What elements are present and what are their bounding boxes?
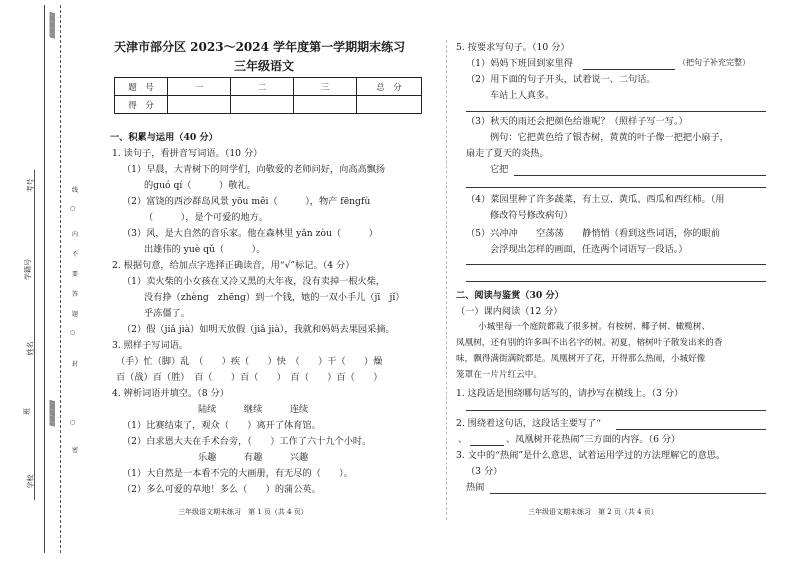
- question-stem: 2. 围绕着这句话，这段话主要写了“: [456, 418, 602, 429]
- question-text: （2）多么可爱的草地！多么（ ）的蒲公英。: [122, 484, 321, 495]
- subsection-heading: （一）课内阅读（12 分）: [456, 306, 563, 317]
- question-text: 乎冻僵了。: [144, 308, 190, 319]
- question-text: （2）假（jiǎ jià）如明天放假（jiǎ jià），我就和妈妈去果园采摘。: [122, 324, 395, 335]
- page-footer: 三年级语文期末练习 第 1 页（共 4 页）: [178, 508, 308, 516]
- score-cell: 三: [294, 78, 357, 96]
- question-text: 百（战）百（胜） 百（ ）百（ ） 百（ ）百（ ）: [116, 372, 383, 383]
- question-text: 、凤凰树开花热闹”三方面的内容。（6 分）: [506, 434, 681, 445]
- question-stem: 5. 按要求写句子。（10 分）: [456, 42, 570, 53]
- question-text: （1）妈妈下班回到家里得: [466, 58, 573, 69]
- question-text: 会浮现出怎样的画面，任选两个词语写一段话。）: [490, 244, 688, 255]
- question-text: 修改符号修改病句）: [490, 210, 573, 221]
- cut-label: 线: [72, 187, 79, 194]
- score-cell[interactable]: [357, 96, 422, 114]
- question-text: 车站上人真多。: [490, 90, 555, 101]
- score-cell: 得 分: [115, 96, 168, 114]
- score-table: [114, 77, 422, 114]
- question-stem: 4. 辨析词语并填空。（8 分）: [112, 388, 229, 399]
- question-text: （手）忙（脚）乱 （ ）疾（ ）快 （ ）干（ ）燥: [116, 356, 383, 367]
- student-id-label: 学籍号: [24, 259, 32, 280]
- question-stem: 1. 读句子，看拼音写词语。（10 分）: [112, 148, 263, 159]
- school-label: 学校: [26, 474, 35, 489]
- score-cell: 二: [231, 78, 294, 96]
- exam-number-label: 考号: [26, 178, 35, 193]
- exam-subtitle: 三年级语文: [234, 59, 295, 73]
- reading-passage-line: 味，飘得满街满院都是。凤凰树开了花，开得那么热闹，小城好像: [456, 354, 706, 364]
- question-text: （1）比赛结束了，观众（ ）离开了体育馆。: [122, 420, 321, 431]
- cut-label: 答: [72, 291, 79, 298]
- question-text: 出雄伟的 yuè qǔ（ ）。: [144, 244, 266, 255]
- question-text: （2）白求恩大夫在手术台旁，（ ）工作了六十九个小时。: [122, 436, 372, 447]
- name-label: 姓名: [26, 341, 35, 356]
- exam-title: 天津市部分区 2023～2024 学年度第一学期期末练习: [114, 40, 406, 54]
- question-text: （3）秋天的雨还会把颜色给谁呢？（照样子写一写。）: [466, 116, 688, 127]
- cut-label: 不: [72, 251, 79, 258]
- question-stem: 3. 文中的“热闹”是什么意思，试着运用学过的方法理解它的意思。: [456, 450, 726, 461]
- cut-label: 内: [72, 231, 79, 238]
- section-heading: 二、阅读与鉴赏（30 分）: [456, 290, 564, 301]
- section-heading: 一、积累与运用（40 分）: [110, 132, 218, 143]
- question-text: （3 分）: [466, 466, 503, 477]
- question-stem: 2. 根据句意，给加点字选择正确读音，用“√”标记。（4 分）: [112, 260, 355, 271]
- word-bank: 乐趣 有趣 兴趣: [198, 452, 309, 463]
- cut-label: 题: [72, 311, 79, 318]
- cut-label: 要: [72, 271, 79, 278]
- question-text: 扇走了夏天的炎热。: [466, 148, 549, 159]
- question-text: 例句：它把黄色给了银杏树，黄黄的叶子像一把把小扇子，: [490, 132, 729, 143]
- question-stem: 3. 照样子写词语。: [112, 340, 188, 351]
- question-note: （把句子补充完整）: [678, 58, 750, 67]
- reading-passage-line: 笼罩在一片片红云中。: [456, 370, 542, 380]
- question-text: 的guó qí（ ）敬礼。: [144, 180, 256, 191]
- score-cell[interactable]: [231, 96, 294, 114]
- score-cell: 题 号: [115, 78, 168, 96]
- question-text: （4）菜园里种了许多蔬菜，有土豆、黄瓜、西瓜和西红柿。（用: [466, 194, 725, 205]
- score-cell: 一: [168, 78, 231, 96]
- question-text: （1）大自然是一本看不完的大画册，有无尽的（ ）。: [122, 468, 353, 479]
- question-text: （5）兴冲冲 空荡荡 静悄悄（看到这些词语，你的眼前: [466, 228, 720, 239]
- reading-passage-line: 凤凰树，还有别的许多叫不出名字的树。初夏，榕树叶子散发出来的香: [456, 338, 723, 348]
- binding-slashes-lower: /////////////////////////: [48, 400, 55, 426]
- question-text: （3）风，是大自然的音乐家。他在森林里 yǎn zòu（ ）: [122, 228, 378, 239]
- question-stem: 1. 这段话是围绕哪句话写的，请抄写在横线上。（3 分）: [456, 388, 684, 399]
- question-text: 它把: [490, 164, 509, 175]
- class-label: 班: [23, 408, 31, 415]
- score-cell[interactable]: [294, 96, 357, 114]
- question-text: （2）富饶的西沙群岛风景 yōu měi（ ），物产 fēngfù: [122, 196, 371, 207]
- binding-slashes: /////////////////////////: [48, 12, 55, 38]
- cut-label: 封: [72, 361, 79, 368]
- score-cell: 总 分: [357, 78, 422, 96]
- question-text: 没有挣（zhèng zhēng）到一个钱，她的一双小手儿（jī jǐ）: [144, 292, 405, 303]
- question-text: 热闹: [466, 482, 485, 493]
- page-divider: [446, 40, 447, 520]
- question-text: 、: [458, 434, 468, 445]
- word-bank: 陆续 继续 连续: [198, 404, 309, 415]
- question-text: （ ），是个可爱的地方。: [144, 212, 269, 223]
- question-text: （1）早晨，大青树下的同学们，向敬爱的老师问好，向高高飘扬: [122, 164, 386, 175]
- page-footer: 三年级语文期末练习 第 2 页（共 4 页）: [528, 508, 658, 516]
- reading-passage-line: 小城里每一个庭院都栽了很多树。有桉树、椰子树、橄榄树、: [478, 322, 711, 332]
- question-text: （2）用下面的句子开头，试着说一、二句话。: [466, 74, 656, 85]
- score-cell[interactable]: [168, 96, 231, 114]
- question-text: （1）卖火柴的小女孩在又冷又黑的大年夜，没有卖掉一根火柴，: [122, 276, 386, 287]
- cut-label: 密: [72, 447, 79, 454]
